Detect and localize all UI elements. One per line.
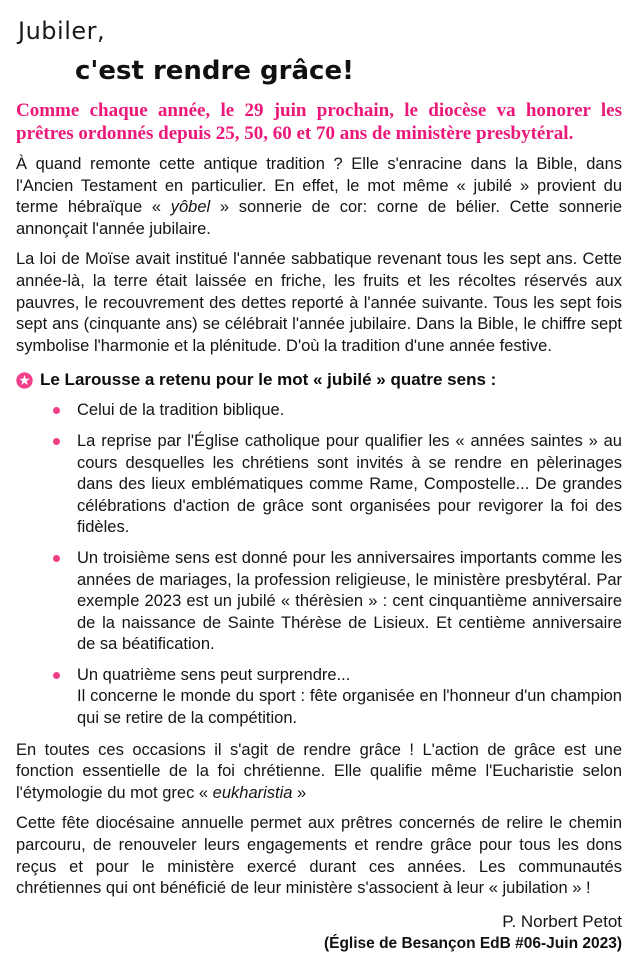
paragraph-fete: Cette fête diocésaine annuelle permet aux prêtres concernés de relire le chemin parcouru, de renouveler leurs engagements et rendre grâce pour tous les dons reçus et pour le ministère exercé durant ces années. Les communautés chrétiennes qui ont bénéficié de leur ministère s'associent à leur « jubilation » ! [16, 814, 622, 898]
paragraph-tradition-end: » sonnerie de cor: corne de bélier. Cette sonnerie annonçait l'année jubilaire. [16, 198, 623, 238]
bullet-text-biblique: Celui de la tradition biblique. [77, 401, 285, 420]
bullet-dot-icon [53, 672, 60, 679]
paragraph-tradition-start: À quand remonte cette antique tradition ? Elle s'enracine dans la Bible, dans l'Ancien Testament en particulier. En effet, le mot même « jubilé » provient du terme hébraïque « [16, 155, 622, 217]
bullet-dot-icon [53, 555, 60, 562]
list-item [16, 548, 622, 656]
bullet-dot-icon [53, 407, 60, 414]
bullet-list [16, 400, 622, 729]
list-item [16, 400, 622, 422]
intro-paragraph: Comme chaque année, le 29 juin prochain, le diocèse va honorer les prêtres ordonnés depuis 25, 50, 60 et 70 ans de ministère presbytéral. [16, 100, 622, 144]
article-title-line1: Jubiler, [18, 17, 106, 45]
list-heading-text: Le Larousse a retenu pour le mot « jubilé » quatre sens : [40, 370, 497, 390]
list-item [16, 431, 622, 539]
bullet-text-anniversaires: Un troisième sens est donné pour les anniversaires importants comme les années de mariages, la profession religieuse, le ministère presbytéral. Par exemple 2023 est un jubilé « thérèsien » : cent cinquantième anniversaire de la naissance de Sainte Thérèse de Lisieux. Et centième anniversaire de sa béatification. [77, 548, 622, 654]
list-heading [16, 369, 622, 391]
paragraph-grace-end: » [292, 783, 307, 802]
bullet-text-eglise: La reprise par l'Église catholique pour qualifier les « années saintes » au cours desquelles les chrétiens sont invités à se rendre en pèlerinages dans des lieux emblématiques comme Rame, Compostelle... De grandes célébrations d'action de grâce sont organisées pour revigorer la foi des fidèles. [77, 431, 622, 537]
bullet-sport-line1: Un quatrième sens peut surprendre... [77, 665, 351, 684]
bullet-sport-line2: Il concerne le monde du sport : fête organisée en l'honneur d'un champion qui se retire de la compétition. [77, 687, 622, 728]
star-icon [16, 372, 33, 389]
paragraph-moise: La loi de Moïse avait institué l'année sabbatique revenant tous les sept ans. Cette année-là, la terre était laissée en friche, les fruits et les récoltes réservés aux pauvres, le recouvrement des dettes reporté à l'année suivante. Tous les sept fois sept ans (cinquante ans) se célébrait l'année jubilaire. Dans la Bible, le chiffre sept symbolise l'harmonie et la plénitude. D'où la tradition d'une année festive. [16, 250, 622, 355]
italic-term-eukharistia: eukharistia [212, 783, 293, 802]
author-signature: P. Norbert Petot [502, 911, 622, 931]
signature-block [16, 911, 622, 954]
paragraph-grace-start: En toutes ces occasions il s'agit de rendre grâce ! L'action de grâce est une fonction essentielle de la foi chrétienne. Elle qualifie même l'Eucharistie selon l'étymologie du mot grec « [16, 740, 622, 802]
bullet-dot-icon [53, 438, 60, 445]
bullet-text-sport [77, 665, 622, 730]
article-title-line2: c'est rendre grâce! [75, 56, 354, 86]
paragraph-grace [16, 740, 622, 805]
publication-credit: (Église de Besançon EdB #06-Juin 2023) [323, 934, 622, 952]
list-item [16, 665, 622, 730]
italic-term-yobel: yôbel [170, 198, 211, 217]
paragraph-tradition [16, 154, 622, 240]
